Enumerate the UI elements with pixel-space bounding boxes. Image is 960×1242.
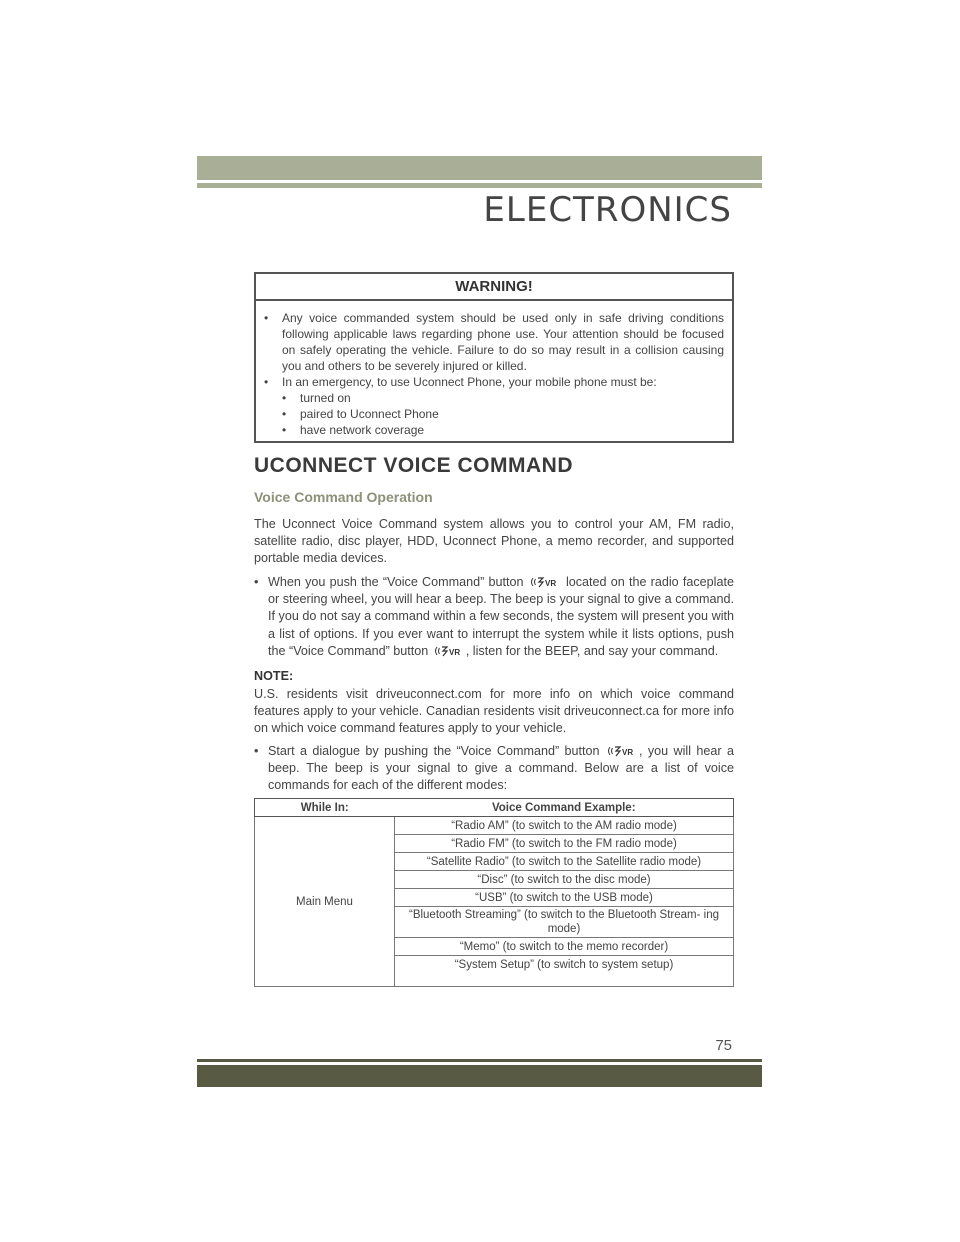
note-label: NOTE:	[254, 669, 294, 683]
bullet-icon: •	[264, 311, 269, 325]
warning-subitem: • turned on	[282, 391, 351, 405]
footer-rule	[197, 1059, 762, 1062]
bullet-icon: •	[254, 575, 259, 589]
example-cell: “System Setup” (to switch to system setup)	[395, 956, 734, 987]
warning-subitem: • have network coverage	[282, 423, 425, 437]
warning-subitem: • paired to Uconnect Phone	[282, 407, 439, 421]
warning-item: • Any voice commanded system should be used only in safe driving conditions following applicable laws regarding phone use. Your attention should be focused on safely operating the vehicle. Failure to do so may result in a collision causing you and others to be severely injured or killed.	[264, 311, 724, 373]
table-row	[255, 817, 734, 835]
svg-text:VR: VR	[544, 579, 556, 588]
section-title: ELECTRONICS	[483, 190, 732, 230]
bullet-icon: •	[282, 407, 287, 421]
sub-heading: Voice Command Operation	[254, 489, 433, 505]
header-rule	[197, 183, 762, 188]
note-paragraph: U.S. residents visit driveuconnect.com for more info on which voice command features apply to your vehicle. Canadian residents visit driveuconnect.ca for more info on which voice command features apply to your vehicle.	[254, 687, 734, 736]
bullet-icon: •	[264, 375, 269, 389]
example-cell: “Bluetooth Streaming” (to switch to the Bluetooth Stream- ing mode)	[395, 907, 734, 938]
voice-command-table	[254, 798, 734, 987]
example-cell: “Radio FM” (to switch to the FM radio mode)	[395, 835, 734, 853]
instruction-bullet: • Start a dialogue by pushing the “Voice Command” button VR , you will hear a beep. The beep is your signal to give a command. Below are a list of voice commands for each of the different modes:	[254, 743, 734, 795]
example-cell: “Disc” (to switch to the disc mode)	[395, 871, 734, 889]
instruction-bullet: • When you push the “Voice Command” button VR located on the radio faceplate or steering wheel, you will hear a beep. The beep is your signal to give a command. If you do not say a command within a few seconds, the system will present you with a list of options. If you ever want to interrupt the system while it lists options, push the “Voice Command” button VR , listen for the BEEP, and say your command.	[254, 574, 734, 660]
example-cell: “Memo” (to switch to the memo recorder)	[395, 938, 734, 956]
svg-text:VR: VR	[448, 647, 460, 657]
table-header-row	[255, 799, 734, 817]
page-number: 75	[715, 1037, 732, 1054]
example-cell: “Radio AM” (to switch to the AM radio mode)	[395, 817, 734, 835]
voice-command-icon	[530, 576, 560, 588]
warning-body	[256, 301, 732, 438]
column-header: Voice Command Example:	[395, 799, 734, 817]
example-cell: “Satellite Radio” (to switch to the Satellite radio mode)	[395, 853, 734, 871]
warning-box	[254, 272, 734, 443]
header-band	[197, 156, 762, 180]
voice-command-icon	[607, 745, 637, 757]
bullet-icon: •	[254, 744, 259, 758]
warning-title: WARNING!	[256, 274, 732, 301]
example-cell: “USB” (to switch to the USB mode)	[395, 889, 734, 907]
main-heading: UCONNECT VOICE COMMAND	[254, 454, 573, 477]
warning-item: • In an emergency, to use Uconnect Phone, your mobile phone must be:	[264, 375, 657, 389]
bullet-icon: •	[282, 423, 287, 437]
mode-cell: Main Menu	[255, 817, 395, 987]
warning-sublist	[264, 390, 724, 438]
column-header: While In:	[255, 799, 395, 817]
svg-text:VR: VR	[621, 748, 634, 757]
voice-command-icon	[434, 645, 464, 657]
intro-paragraph: The Uconnect Voice Command system allows you to control your AM, FM radio, satellite radio, disc player, HDD, Uconnect Phone, a memo recorder, and supported portable media devices.	[254, 517, 734, 566]
bullet-icon: •	[282, 391, 287, 405]
footer-band	[197, 1065, 762, 1087]
